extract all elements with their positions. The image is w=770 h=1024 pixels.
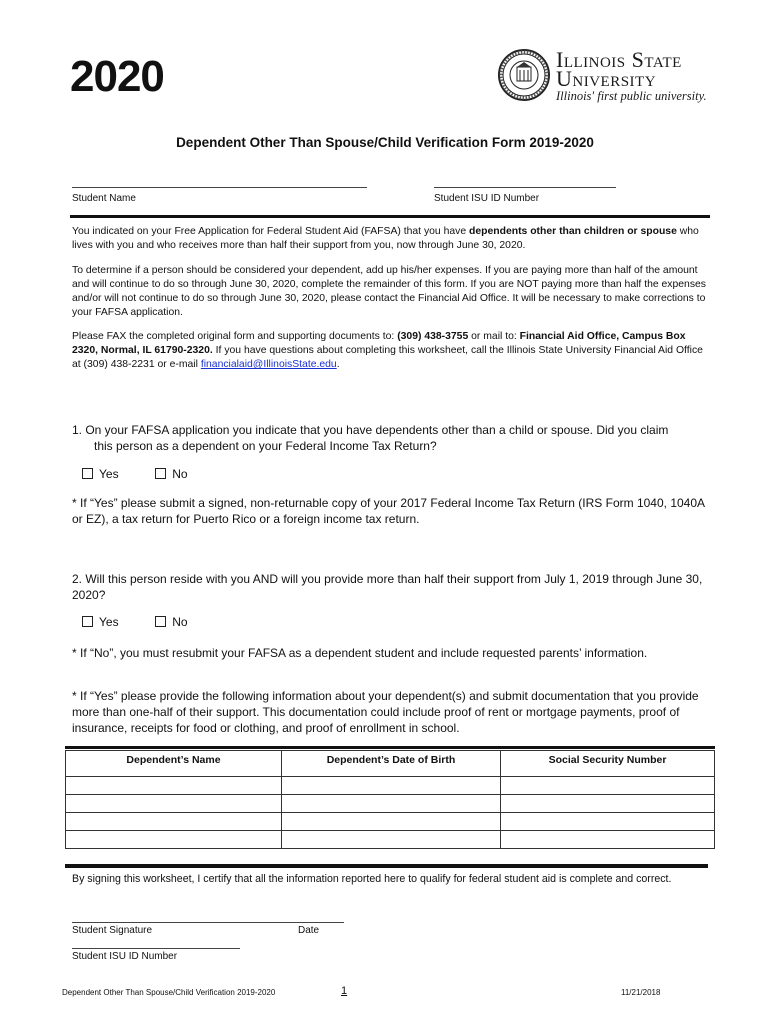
form-title: Dependent Other Than Spouse/Child Verification Form 2019-2020 xyxy=(176,135,594,150)
q2-no-checkbox[interactable] xyxy=(155,616,166,627)
dependent-ssn-cell[interactable] xyxy=(501,777,715,795)
dependent-ssn-cell[interactable] xyxy=(501,813,715,831)
footer-form-name: Dependent Other Than Spouse/Child Verification 2019-2020 xyxy=(62,988,276,997)
table-row xyxy=(66,813,715,831)
university-seal-icon xyxy=(498,46,550,104)
university-name: Illinois State University xyxy=(556,47,682,91)
column-header-name: Dependent’s Name xyxy=(66,751,282,777)
university-tagline: Illinois' first public university. xyxy=(556,89,707,103)
q2-yes-checkbox[interactable] xyxy=(82,616,93,627)
dependent-ssn-cell[interactable] xyxy=(501,795,715,813)
signature-line[interactable] xyxy=(72,922,344,923)
column-header-ssn: Social Security Number xyxy=(501,751,715,777)
table-row xyxy=(66,795,715,813)
page-number: 1 xyxy=(341,985,348,997)
isu-id-line[interactable] xyxy=(72,948,240,949)
question-2-options: Yes No xyxy=(82,614,282,630)
dependent-dob-cell[interactable] xyxy=(282,777,501,795)
dependent-ssn-cell[interactable] xyxy=(501,831,715,849)
column-header-dob: Dependent’s Date of Birth xyxy=(282,751,501,777)
q1-no-checkbox[interactable] xyxy=(155,468,166,479)
dependent-dob-cell[interactable] xyxy=(282,831,501,849)
table-bottom-rule xyxy=(65,864,708,868)
isu-id-label: Student ISU ID Number xyxy=(72,951,178,962)
table-header-row xyxy=(66,751,715,777)
question-2-note-yes: * If “Yes” please provide the following information about your dependent(s) and submit documentation that you provide more than one-half of their support. This documentation could include proof of rent or mortgage payments, proof of insurance, receipts for food or clothing, and proof of enrollment in school. xyxy=(72,689,699,735)
q1-yes-checkbox[interactable] xyxy=(82,468,93,479)
student-name-label: Student Name xyxy=(72,193,136,204)
dependent-name-cell[interactable] xyxy=(66,813,282,831)
table-row xyxy=(66,831,715,849)
student-id-label: Student ISU ID Number xyxy=(434,193,540,204)
dependent-dob-cell[interactable] xyxy=(282,795,501,813)
divider xyxy=(70,215,710,218)
dependent-dob-cell[interactable] xyxy=(282,813,501,831)
year-heading: 2020 xyxy=(70,52,164,101)
student-id-line[interactable] xyxy=(434,187,616,188)
table-row xyxy=(66,777,715,795)
dependents-table xyxy=(65,750,715,849)
email-link[interactable]: financialaid@IllinoisState.edu xyxy=(200,359,337,370)
university-logo xyxy=(498,46,728,108)
date-label: Date xyxy=(298,925,320,936)
dependent-name-cell[interactable] xyxy=(66,831,282,849)
question-1: 1. On your FAFSA application you indicate that you have dependents other than a child or spouse. Did you claim this person as a dependent on your Federal Income Tax Return? xyxy=(72,423,669,453)
signature-label: Student Signature xyxy=(72,925,153,936)
student-name-line[interactable] xyxy=(72,187,367,188)
question-2-note-no: * If “No”, you must resubmit your FAFSA as a dependent student and include requested parents’ information. xyxy=(72,646,648,660)
table-top-rule xyxy=(65,746,715,749)
question-2: 2. Will this person reside with you AND will you provide more than half their support from July 1, 2019 through June 30, 2020? xyxy=(72,572,703,602)
contact-paragraph: Please FAX the completed original form and supporting documents to: (309) 438-3755 or mail to: Financial Aid Office, Campus Box 2320, Normal, IL 61790-2320. If you have questions about completing this worksheet, call the Illinois State University Financial Aid Office at (309) 438-2231 or e-mail financialaid@IllinoisState.edu. xyxy=(72,331,703,370)
question-1-note: * If “Yes” please submit a signed, non-returnable copy of your 2017 Federal Income Tax Return (IRS Form 1040, 1040A or EZ), a tax return for Puerto Rico or a foreign income tax return. xyxy=(72,496,705,526)
certification-text: By signing this worksheet, I certify that all the information reported here to qualify for federal student aid is complete and correct. xyxy=(72,873,672,885)
dependent-name-cell[interactable] xyxy=(66,777,282,795)
intro-paragraph-2: To determine if a person should be considered your dependent, add up his/her expenses. If you are paying more than half of the amount and will continue to do so through June 30, 2020, complete the remainder of this form. If you are NOT paying more than half the expenses and/or will not continue to do so through June 30, 2020, please contact the Financial Aid Office. It will be necessary to make corrections to your FAFSA application. xyxy=(72,265,707,318)
intro-paragraph-1: You indicated on your Free Application for Federal Student Aid (FAFSA) that you have dependents other than children or spouse who lives with you and who receives more than half their support from you, now through June 30, 2020. xyxy=(72,226,699,251)
footer-date: 11/21/2018 xyxy=(621,988,661,997)
dependent-name-cell[interactable] xyxy=(66,795,282,813)
question-1-options: Yes No xyxy=(82,466,282,482)
